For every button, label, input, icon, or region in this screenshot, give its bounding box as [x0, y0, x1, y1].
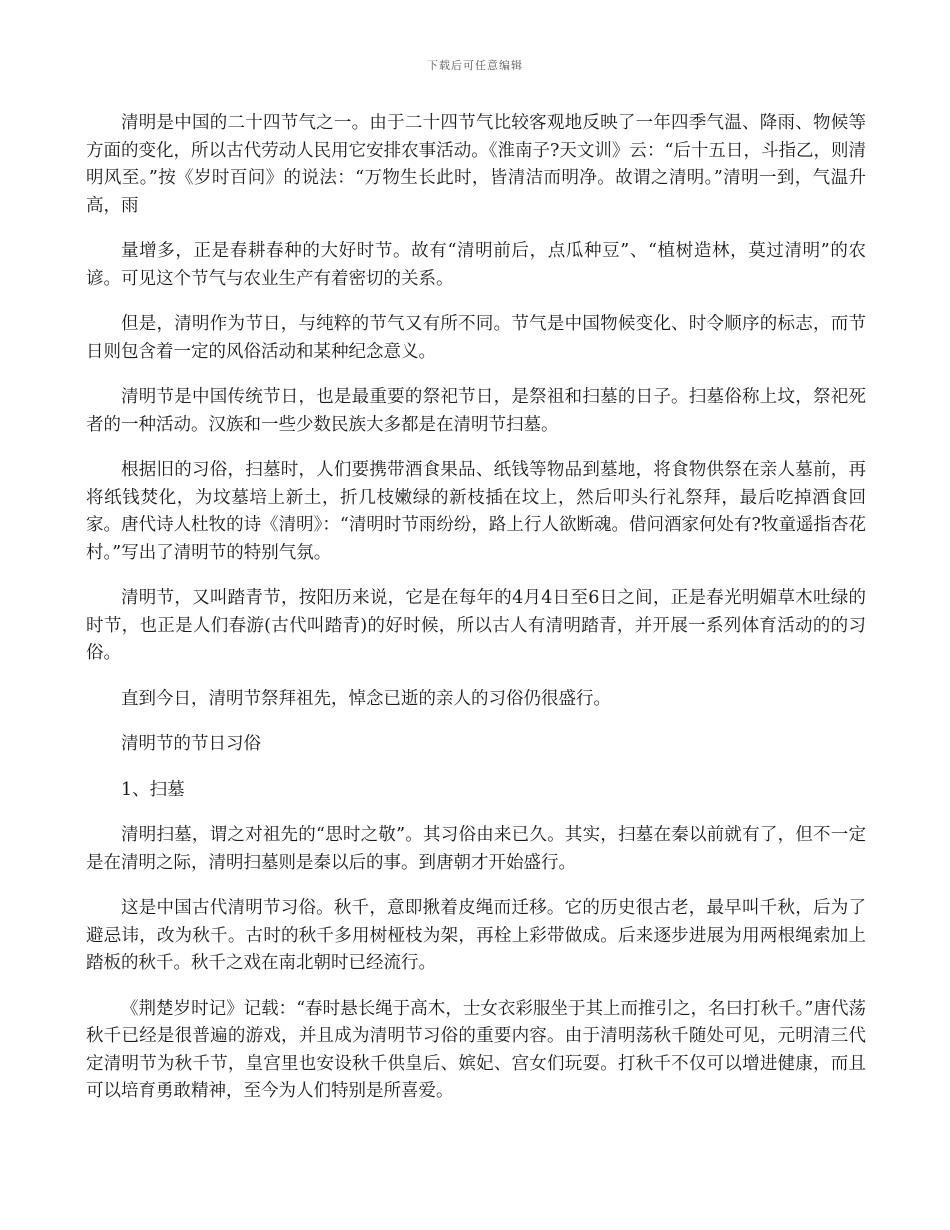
paragraph: 清明扫墓，谓之对祖先的“思时之敬”。其习俗由来已久。其实，扫墓在秦以前就有了，但不一定是在清明之际，清明扫墓则是秦以后的事。到唐朝才开始盛行。 [86, 825, 866, 873]
page-header: 下载后可任意编辑 [427, 59, 523, 72]
paragraph: 清明节，又叫踏青节，按阳历来说，它是在每年的4月4日至6日之间，正是春光明媚草木吐绿的时节，也正是人们春游(古代叫踏青)的好时候，所以古人有清明踏青，并开展一系列体育活动的的习俗。 [86, 588, 866, 663]
paragraph: 根据旧的习俗，扫墓时，人们要携带酒食果品、纸钱等物品到墓地，将食物供祭在亲人墓前，再将纸钱焚化，为坟墓培上新土，折几枝嫩绿的新枝插在坟上，然后叩头行礼祭拜，最后吃掉酒食回家。唐代诗人杜牧的诗《清明》：“清明时节雨纷纷，路上行人欲断魂。借问酒家何处有?牧童遥指杏花村。”写出了清明节的特别气氛。 [86, 460, 866, 563]
paragraph: 这是中国古代清明节习俗。秋千，意即揪着皮绳而迁移。它的历史很古老，最早叫千秋，后为了避忌讳，改为秋千。古时的秋千多用树桠枝为架，再栓上彩带做成。后来逐步进展为用两根绳索加上踏板的秋千。秋千之戏在南北朝时已经流行。 [86, 898, 866, 973]
paragraph: 清明是中国的二十四节气之一。由于二十四节气比较客观地反映了一年四季气温、降雨、物候等方面的变化，所以古代劳动人民用它安排农事活动。《淮南子?天文训》云：“后十五日，斗指乙，则清明风至。”按《岁时百问》的说法：“万物生长此时，皆清洁而明净。故谓之清明。”清明一到，气温升高，雨 [86, 113, 866, 216]
paragraph: 《荆楚岁时记》记载：“春时悬长绳于高木，士女衣彩服坐于其上而推引之，名曰打秋千。”唐代荡秋千已经是很普遍的游戏，并且成为清明节习俗的重要内容。由于清明荡秋千随处可见，元明清三代定清明节为秋千节，皇宫里也安设秋千供皇后、嫔妃、宫女们玩耍。打秋千不仅可以增进健康，而且可以培育勇敢精神，至今为人们特别是所喜爱。 [86, 998, 866, 1101]
paragraph: 清明节是中国传统节日，也是最重要的祭祀节日，是祭祖和扫墓的日子。扫墓俗称上坟，祭祀死者的一种活动。汉族和一些少数民族大多都是在清明节扫墓。 [86, 387, 866, 435]
subsection-heading: 1、扫墓 [121, 779, 185, 800]
paragraph: 量增多，正是春耕春种的大好时节。故有“清明前后，点瓜种豆”、“植树造林，莫过清明”的农谚。可见这个节气与农业生产有着密切的关系。 [86, 241, 866, 289]
document-body [86, 110, 866, 1124]
paragraph: 但是，清明作为节日，与纯粹的节气又有所不同。节气是中国物候变化、时令顺序的标志，而节日则包含着一定的风俗活动和某种纪念意义。 [86, 314, 866, 362]
paragraph: 直到今日，清明节祭拜祖先，悼念已逝的亲人的习俗仍很盛行。 [121, 688, 611, 709]
section-heading: 清明节的节日习俗 [121, 734, 261, 754]
